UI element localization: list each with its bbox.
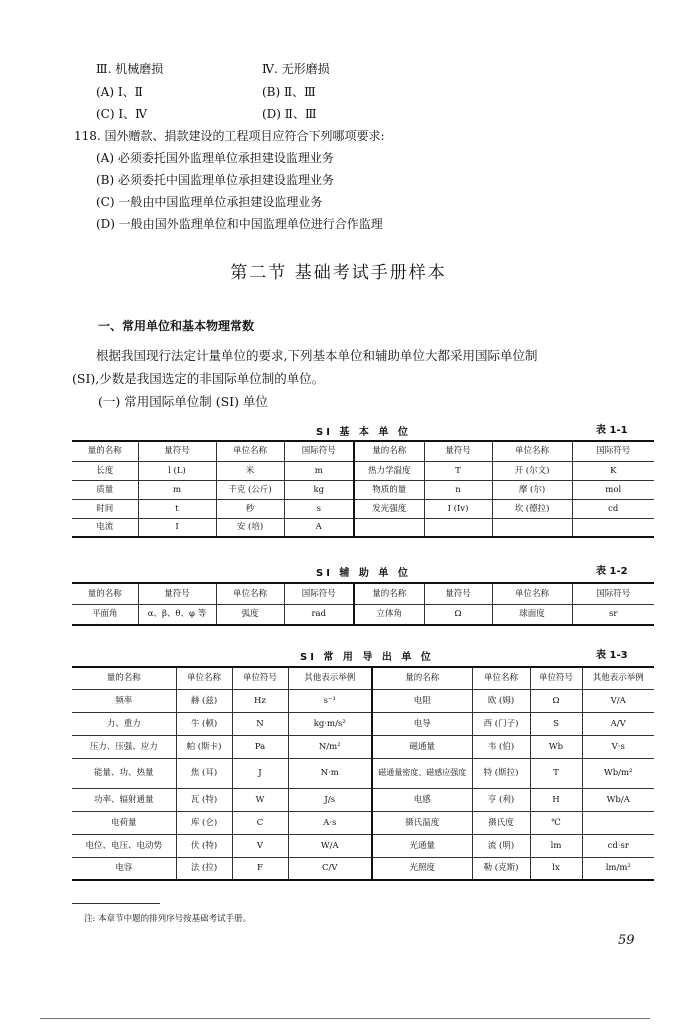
table-row	[72, 735, 654, 758]
table-1-3-header: 单位符号	[530, 667, 582, 689]
question-118-option-b: (B) 必须委托中国监理单位承担建设监理业务	[96, 173, 334, 187]
table-cell: 流 (明)	[472, 834, 530, 857]
table-cell: s⁻¹	[288, 689, 372, 712]
table-cell: 焦 (耳)	[176, 758, 232, 788]
table-1-2-header: 量符号	[424, 583, 492, 604]
table-cell: J/s	[288, 788, 372, 811]
table-cell: C	[232, 811, 288, 834]
table-row	[72, 788, 654, 811]
table-cell: 热力学温度	[354, 461, 424, 480]
table-1-2-header: 量的名称	[72, 583, 138, 604]
table-cell: 伏 (特)	[176, 834, 232, 857]
table-cell: cd·sr	[582, 834, 654, 857]
footnote: 注: 本章节中题的排列序号按基础考试手册。	[84, 914, 252, 924]
table-1-1-header: 单位名称	[216, 441, 284, 461]
table-cell: V·s	[582, 735, 654, 758]
table-1-3-header: 其他表示举例	[288, 667, 372, 689]
table-cell: 摄氏温度	[372, 811, 472, 834]
table-1-2-header: 单位名称	[216, 583, 284, 604]
table-1-2	[72, 582, 654, 626]
table-row	[72, 480, 654, 499]
table-cell: m	[284, 461, 354, 480]
table-cell: Ω	[530, 689, 582, 712]
table-1-3-header: 量的名称	[372, 667, 472, 689]
table-cell: m	[138, 480, 216, 499]
table-cell: 赫 (兹)	[176, 689, 232, 712]
question-118-option-d: (D) 一般由国外监理单位和中国监理单位进行合作监理	[96, 217, 383, 231]
table-cell: 弧度	[216, 604, 284, 625]
table-cell: 压力、压强、应力	[72, 735, 176, 758]
table-row	[72, 857, 654, 880]
paragraph-line-3: (一) 常用国际单位制 (SI) 单位	[98, 394, 268, 409]
option-iii: Ⅲ. 机械磨损	[96, 62, 164, 76]
table-cell: 磁通量	[372, 735, 472, 758]
paragraph-line-2: (SI),少数是我国选定的非国际单位制的单位。	[72, 371, 325, 386]
table-1-1-number: 表 1-1	[596, 425, 628, 436]
table-row	[72, 499, 654, 518]
table-cell: 帕 (斯卡)	[176, 735, 232, 758]
table-1-1-caption: SI 基 本 单 位	[316, 427, 411, 438]
table-cell: 球面度	[492, 604, 572, 625]
table-1-1-header: 量的名称	[72, 441, 138, 461]
table-cell: 平面角	[72, 604, 138, 625]
table-1-2-header: 量符号	[138, 583, 216, 604]
table-cell: A	[284, 518, 354, 537]
table-cell: 电流	[72, 518, 138, 537]
table-1-2-header: 国际符号	[572, 583, 654, 604]
table-1-1-header: 量符号	[138, 441, 216, 461]
table-cell	[572, 518, 654, 537]
table-cell: 勒 (克斯)	[472, 857, 530, 880]
table-cell: s	[284, 499, 354, 518]
table-cell: 质量	[72, 480, 138, 499]
table-cell: α、β、θ、φ 等	[138, 604, 216, 625]
table-cell: lx	[530, 857, 582, 880]
table-cell: 摄氏度	[472, 811, 530, 834]
table-1-3-number: 表 1-3	[596, 650, 628, 661]
table-cell: V/A	[582, 689, 654, 712]
table-cell: lm	[530, 834, 582, 857]
table-1-3-header: 单位名称	[176, 667, 232, 689]
table-cell: W/A	[288, 834, 372, 857]
table-1-1-header: 量的名称	[354, 441, 424, 461]
table-cell: Hz	[232, 689, 288, 712]
answer-a: (A) Ⅰ、Ⅱ	[96, 85, 143, 99]
table-cell: 光照度	[372, 857, 472, 880]
table-cell: 千克 (公斤)	[216, 480, 284, 499]
table-cell: 电导	[372, 712, 472, 735]
table-cell	[354, 518, 424, 537]
table-cell: N·m	[288, 758, 372, 788]
table-cell: C/V	[288, 857, 372, 880]
table-cell: T	[530, 758, 582, 788]
table-cell: A·s	[288, 811, 372, 834]
table-cell: 摩 (尔)	[492, 480, 572, 499]
table-cell: 电感	[372, 788, 472, 811]
footnote-divider	[72, 903, 160, 904]
table-cell: V	[232, 834, 288, 857]
table-cell: mol	[572, 480, 654, 499]
table-cell: cd	[572, 499, 654, 518]
table-cell: 频率	[72, 689, 176, 712]
table-cell: 开 (尔文)	[492, 461, 572, 480]
table-cell: 秒	[216, 499, 284, 518]
table-cell: lm/m²	[582, 857, 654, 880]
table-row	[72, 712, 654, 735]
table-cell: 时间	[72, 499, 138, 518]
table-cell: 电阻	[372, 689, 472, 712]
table-cell: 物质的量	[354, 480, 424, 499]
table-cell: 欧 (姆)	[472, 689, 530, 712]
table-cell: 牛 (顿)	[176, 712, 232, 735]
table-cell: Wb/m²	[582, 758, 654, 788]
table-cell: kg	[284, 480, 354, 499]
table-row	[72, 811, 654, 834]
table-1-2-caption: SI 辅 助 单 位	[316, 568, 411, 579]
table-1-2-number: 表 1-2	[596, 566, 628, 577]
table-cell: 坎 (德拉)	[492, 499, 572, 518]
answer-b: (B) Ⅱ、Ⅲ	[262, 85, 316, 99]
table-cell: Pa	[232, 735, 288, 758]
table-cell: 亨 (利)	[472, 788, 530, 811]
table-cell: F	[232, 857, 288, 880]
table-row	[72, 604, 654, 625]
table-cell: l (L)	[138, 461, 216, 480]
table-cell	[424, 518, 492, 537]
table-cell: 发光强度	[354, 499, 424, 518]
table-cell: sr	[572, 604, 654, 625]
table-1-3-caption: SI 常 用 导 出 单 位	[300, 652, 434, 663]
table-cell: 电位、电压、电动势	[72, 834, 176, 857]
table-cell: 瓦 (特)	[176, 788, 232, 811]
table-cell: J	[232, 758, 288, 788]
table-cell: W	[232, 788, 288, 811]
table-1-1-header: 单位名称	[492, 441, 572, 461]
table-cell: 电荷量	[72, 811, 176, 834]
table-cell	[492, 518, 572, 537]
table-cell: kg·m/s²	[288, 712, 372, 735]
table-row	[72, 834, 654, 857]
table-cell: rad	[284, 604, 354, 625]
table-row	[72, 461, 654, 480]
table-cell: n	[424, 480, 492, 499]
table-cell	[582, 811, 654, 834]
question-118-option-c: (C) 一般由中国监理单位承担建设监理业务	[96, 195, 323, 209]
table-1-1-header: 量符号	[424, 441, 492, 461]
table-cell: 特 (斯拉)	[472, 758, 530, 788]
subheading: 一、常用单位和基本物理常数	[98, 319, 255, 333]
paragraph-line-1: 根据我国现行法定计量单位的要求,下列基本单位和辅助单位大都采用国际单位制	[96, 348, 538, 363]
table-cell: H	[530, 788, 582, 811]
table-cell: T	[424, 461, 492, 480]
table-cell: 韦 (伯)	[472, 735, 530, 758]
table-cell: Ω	[424, 604, 492, 625]
table-cell: 力、重力	[72, 712, 176, 735]
table-1-3-header: 量的名称	[72, 667, 176, 689]
table-cell: 功率、辐射通量	[72, 788, 176, 811]
table-1-1-header: 国际符号	[572, 441, 654, 461]
table-cell: 能量、功、热量	[72, 758, 176, 788]
table-1-3	[72, 666, 654, 881]
table-1-3-header: 单位符号	[232, 667, 288, 689]
table-cell: 库 (仑)	[176, 811, 232, 834]
page-number: 59	[618, 933, 635, 948]
table-1-3-header: 其他表示举例	[582, 667, 654, 689]
table-1-2-header: 单位名称	[492, 583, 572, 604]
table-cell: 立体角	[354, 604, 424, 625]
table-cell: 米	[216, 461, 284, 480]
question-118-option-a: (A) 必须委托国外监理单位承担建设监理业务	[96, 151, 334, 165]
table-cell: t	[138, 499, 216, 518]
table-1-2-header: 量的名称	[354, 583, 424, 604]
table-cell: ℃	[530, 811, 582, 834]
table-cell: 电容	[72, 857, 176, 880]
table-1-3-header: 单位名称	[472, 667, 530, 689]
table-cell: 西 (门子)	[472, 712, 530, 735]
table-cell: 安 (培)	[216, 518, 284, 537]
answer-c: (C) Ⅰ、Ⅳ	[96, 107, 148, 121]
table-cell: I (Iv)	[424, 499, 492, 518]
answer-d: (D) Ⅱ、Ⅲ	[262, 107, 317, 121]
table-row	[72, 758, 654, 788]
page-bottom-edge	[40, 1018, 650, 1019]
table-cell: K	[572, 461, 654, 480]
table-cell: 光通量	[372, 834, 472, 857]
table-cell: N/m²	[288, 735, 372, 758]
section-title: 第二节 基础考试手册样本	[230, 263, 447, 283]
table-1-1	[72, 440, 654, 538]
table-cell: I	[138, 518, 216, 537]
table-cell: 磁通量密度、磁感应强度	[372, 758, 472, 788]
table-cell: N	[232, 712, 288, 735]
table-cell: 法 (拉)	[176, 857, 232, 880]
table-cell: Wb	[530, 735, 582, 758]
question-118-stem: 118. 国外赠款、捐款建设的工程项目应符合下列哪项要求:	[74, 129, 385, 143]
table-cell: Wb/A	[582, 788, 654, 811]
table-cell: 长度	[72, 461, 138, 480]
table-cell: A/V	[582, 712, 654, 735]
option-iv: Ⅳ. 无形磨损	[262, 62, 330, 76]
table-1-2-header: 国际符号	[284, 583, 354, 604]
table-cell: S	[530, 712, 582, 735]
table-row	[72, 689, 654, 712]
table-1-1-header: 国际符号	[284, 441, 354, 461]
table-row	[72, 518, 654, 537]
